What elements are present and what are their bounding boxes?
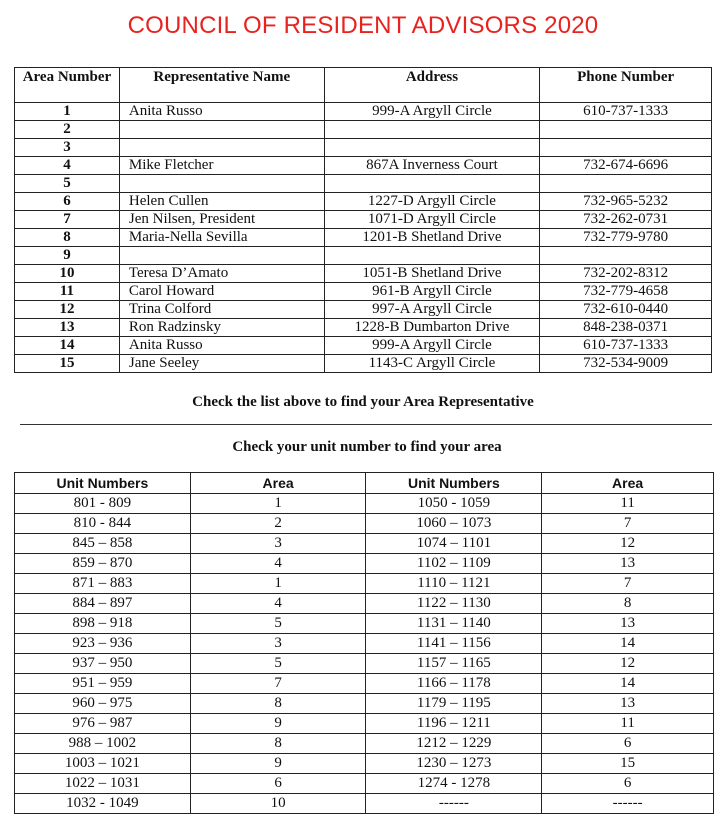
area-number-cell: 7 — [15, 211, 120, 229]
divider — [20, 424, 712, 425]
table-row — [15, 265, 712, 283]
table-row — [15, 674, 714, 694]
table-row — [15, 139, 712, 157]
area-cell: ------ — [542, 794, 714, 814]
area-number-cell: 3 — [15, 139, 120, 157]
area-cell: 10 — [190, 794, 366, 814]
phone-number-cell — [540, 247, 712, 265]
area-number-cell: 11 — [15, 283, 120, 301]
address-cell: 1143-C Argyll Circle — [324, 355, 540, 373]
table-row — [15, 121, 712, 139]
address-cell: 867A Inverness Court — [324, 157, 540, 175]
area-cell: 9 — [190, 754, 366, 774]
area-number-cell: 15 — [15, 355, 120, 373]
area-cell: 13 — [542, 694, 714, 714]
representative-name-cell: Carol Howard — [119, 283, 324, 301]
table-row — [15, 337, 712, 355]
area-cell: 6 — [542, 734, 714, 754]
unit-numbers-cell: 1141 – 1156 — [366, 634, 542, 654]
area-cell: 15 — [542, 754, 714, 774]
unit-numbers-cell: 801 - 809 — [15, 494, 191, 514]
table-row — [15, 634, 714, 654]
address-cell: 1228-B Dumbarton Drive — [324, 319, 540, 337]
phone-number-cell: 732-610-0440 — [540, 301, 712, 319]
unit-numbers-cell: 898 – 918 — [15, 614, 191, 634]
area-cell: 14 — [542, 674, 714, 694]
area-number-cell: 9 — [15, 247, 120, 265]
table-header-row — [15, 473, 714, 494]
representative-name-cell: Teresa D’Amato — [119, 265, 324, 283]
table-row — [15, 574, 714, 594]
unit-numbers-cell: 845 – 858 — [15, 534, 191, 554]
representative-name-cell: Helen Cullen — [119, 193, 324, 211]
area-cell: 4 — [190, 554, 366, 574]
representative-name-cell: Anita Russo — [119, 103, 324, 121]
address-cell: 997-A Argyll Circle — [324, 301, 540, 319]
unit-number-note: Check your unit number to find your area — [232, 439, 502, 455]
address-cell — [324, 247, 540, 265]
representative-name-cell: Jane Seeley — [119, 355, 324, 373]
address-cell: 999-A Argyll Circle — [324, 103, 540, 121]
table-row — [15, 514, 714, 534]
area-number-cell: 10 — [15, 265, 120, 283]
unit-numbers-cell: 1166 – 1178 — [366, 674, 542, 694]
area-number-cell: 8 — [15, 229, 120, 247]
table-row — [15, 229, 712, 247]
area-cell: 12 — [542, 654, 714, 674]
address-cell — [324, 139, 540, 157]
area-number-cell: 5 — [15, 175, 120, 193]
unit-numbers-cell: 923 – 936 — [15, 634, 191, 654]
area-number-cell: 2 — [15, 121, 120, 139]
area-cell: 6 — [542, 774, 714, 794]
area-cell: 7 — [542, 574, 714, 594]
phone-number-cell: 732-534-9009 — [540, 355, 712, 373]
unit-numbers-cell: 960 – 975 — [15, 694, 191, 714]
phone-number-cell: 848-238-0371 — [540, 319, 712, 337]
representative-name-cell — [119, 139, 324, 157]
unit-numbers-cell: 1131 – 1140 — [366, 614, 542, 634]
area-cell: 5 — [190, 654, 366, 674]
representative-name-cell: Trina Colford — [119, 301, 324, 319]
unit-numbers-cell: 937 – 950 — [15, 654, 191, 674]
address-cell: 1051-B Shetland Drive — [324, 265, 540, 283]
unit-numbers-cell: 1074 – 1101 — [366, 534, 542, 554]
area-cell: 8 — [190, 694, 366, 714]
table-row — [15, 319, 712, 337]
unit-numbers-cell: 884 – 897 — [15, 594, 191, 614]
representative-name-cell: Anita Russo — [119, 337, 324, 355]
unit-numbers-cell: 1230 – 1273 — [366, 754, 542, 774]
table-row — [15, 157, 712, 175]
table-row — [15, 734, 714, 754]
area-cell: 8 — [542, 594, 714, 614]
table-row — [15, 301, 712, 319]
table-row — [15, 534, 714, 554]
table-row — [15, 714, 714, 734]
header-area: Area — [190, 473, 366, 494]
area-cell: 7 — [542, 514, 714, 534]
header-unit-numbers: Unit Numbers — [366, 473, 542, 494]
table-header-row — [15, 68, 712, 103]
unit-numbers-cell: 951 – 959 — [15, 674, 191, 694]
area-cell: 1 — [190, 574, 366, 594]
header-area-number: Area Number — [15, 68, 120, 103]
unit-numbers-cell: 1179 – 1195 — [366, 694, 542, 714]
unit-numbers-cell: 1110 – 1121 — [366, 574, 542, 594]
representative-name-cell — [119, 175, 324, 193]
representative-name-cell: Ron Radzinsky — [119, 319, 324, 337]
unit-numbers-cell: 1102 – 1109 — [366, 554, 542, 574]
table-row — [15, 694, 714, 714]
phone-number-cell: 732-202-8312 — [540, 265, 712, 283]
phone-number-cell: 732-262-0731 — [540, 211, 712, 229]
area-cell: 12 — [542, 534, 714, 554]
area-cell: 5 — [190, 614, 366, 634]
unit-numbers-cell: 988 – 1002 — [15, 734, 191, 754]
phone-number-cell: 732-779-4658 — [540, 283, 712, 301]
phone-number-cell: 610-737-1333 — [540, 103, 712, 121]
address-cell: 1071-D Argyll Circle — [324, 211, 540, 229]
table-row — [15, 355, 712, 373]
area-number-cell: 14 — [15, 337, 120, 355]
unit-numbers-cell: 1022 – 1031 — [15, 774, 191, 794]
address-cell: 1201-B Shetland Drive — [324, 229, 540, 247]
table-row — [15, 794, 714, 814]
table-row — [15, 175, 712, 193]
area-cell: 7 — [190, 674, 366, 694]
phone-number-cell — [540, 175, 712, 193]
representative-name-cell: Mike Fletcher — [119, 157, 324, 175]
unit-numbers-cell: 1032 - 1049 — [15, 794, 191, 814]
area-representative-note: Check the list above to find your Area Representative — [192, 394, 534, 410]
unit-numbers-cell: ------ — [366, 794, 542, 814]
unit-area-table — [14, 472, 714, 814]
header-unit-numbers: Unit Numbers — [15, 473, 191, 494]
header-area: Area — [542, 473, 714, 494]
unit-numbers-cell: 1050 - 1059 — [366, 494, 542, 514]
area-cell: 3 — [190, 534, 366, 554]
page-title: COUNCIL OF RESIDENT ADVISORS 2020 — [127, 12, 599, 39]
area-cell: 4 — [190, 594, 366, 614]
area-cell: 8 — [190, 734, 366, 754]
area-number-cell: 13 — [15, 319, 120, 337]
table-row — [15, 654, 714, 674]
unit-numbers-cell: 1274 - 1278 — [366, 774, 542, 794]
area-cell: 14 — [542, 634, 714, 654]
area-cell: 11 — [542, 494, 714, 514]
address-cell: 999-A Argyll Circle — [324, 337, 540, 355]
header-representative-name: Representative Name — [119, 68, 324, 103]
unit-numbers-cell: 1212 – 1229 — [366, 734, 542, 754]
unit-numbers-cell: 1122 – 1130 — [366, 594, 542, 614]
table-row — [15, 193, 712, 211]
table-row — [15, 594, 714, 614]
table-row — [15, 211, 712, 229]
area-cell: 1 — [190, 494, 366, 514]
area-cell: 13 — [542, 614, 714, 634]
table-row — [15, 754, 714, 774]
unit-numbers-cell: 1003 – 1021 — [15, 754, 191, 774]
phone-number-cell: 732-779-9780 — [540, 229, 712, 247]
table-row — [15, 103, 712, 121]
table-row — [15, 247, 712, 265]
representative-name-cell — [119, 247, 324, 265]
unit-numbers-cell: 1157 – 1165 — [366, 654, 542, 674]
area-number-cell: 1 — [15, 103, 120, 121]
representative-name-cell: Maria-Nella Sevilla — [119, 229, 324, 247]
area-cell: 9 — [190, 714, 366, 734]
address-cell: 961-B Argyll Circle — [324, 283, 540, 301]
unit-numbers-cell: 1196 – 1211 — [366, 714, 542, 734]
address-cell: 1227-D Argyll Circle — [324, 193, 540, 211]
table-row — [15, 774, 714, 794]
table-row — [15, 283, 712, 301]
header-phone-number: Phone Number — [540, 68, 712, 103]
phone-number-cell: 610-737-1333 — [540, 337, 712, 355]
phone-number-cell — [540, 121, 712, 139]
table-row — [15, 554, 714, 574]
unit-numbers-cell: 810 - 844 — [15, 514, 191, 534]
representatives-table — [14, 67, 712, 373]
table-row — [15, 494, 714, 514]
unit-numbers-cell: 976 – 987 — [15, 714, 191, 734]
header-address: Address — [324, 68, 540, 103]
phone-number-cell: 732-965-5232 — [540, 193, 712, 211]
unit-numbers-cell: 1060 – 1073 — [366, 514, 542, 534]
area-number-cell: 12 — [15, 301, 120, 319]
representative-name-cell: Jen Nilsen, President — [119, 211, 324, 229]
unit-numbers-cell: 871 – 883 — [15, 574, 191, 594]
area-cell: 11 — [542, 714, 714, 734]
address-cell — [324, 121, 540, 139]
area-number-cell: 4 — [15, 157, 120, 175]
area-cell: 13 — [542, 554, 714, 574]
area-cell: 2 — [190, 514, 366, 534]
phone-number-cell: 732-674-6696 — [540, 157, 712, 175]
address-cell — [324, 175, 540, 193]
table-row — [15, 614, 714, 634]
unit-numbers-cell: 859 – 870 — [15, 554, 191, 574]
area-number-cell: 6 — [15, 193, 120, 211]
area-cell: 3 — [190, 634, 366, 654]
representative-name-cell — [119, 121, 324, 139]
phone-number-cell — [540, 139, 712, 157]
area-cell: 6 — [190, 774, 366, 794]
